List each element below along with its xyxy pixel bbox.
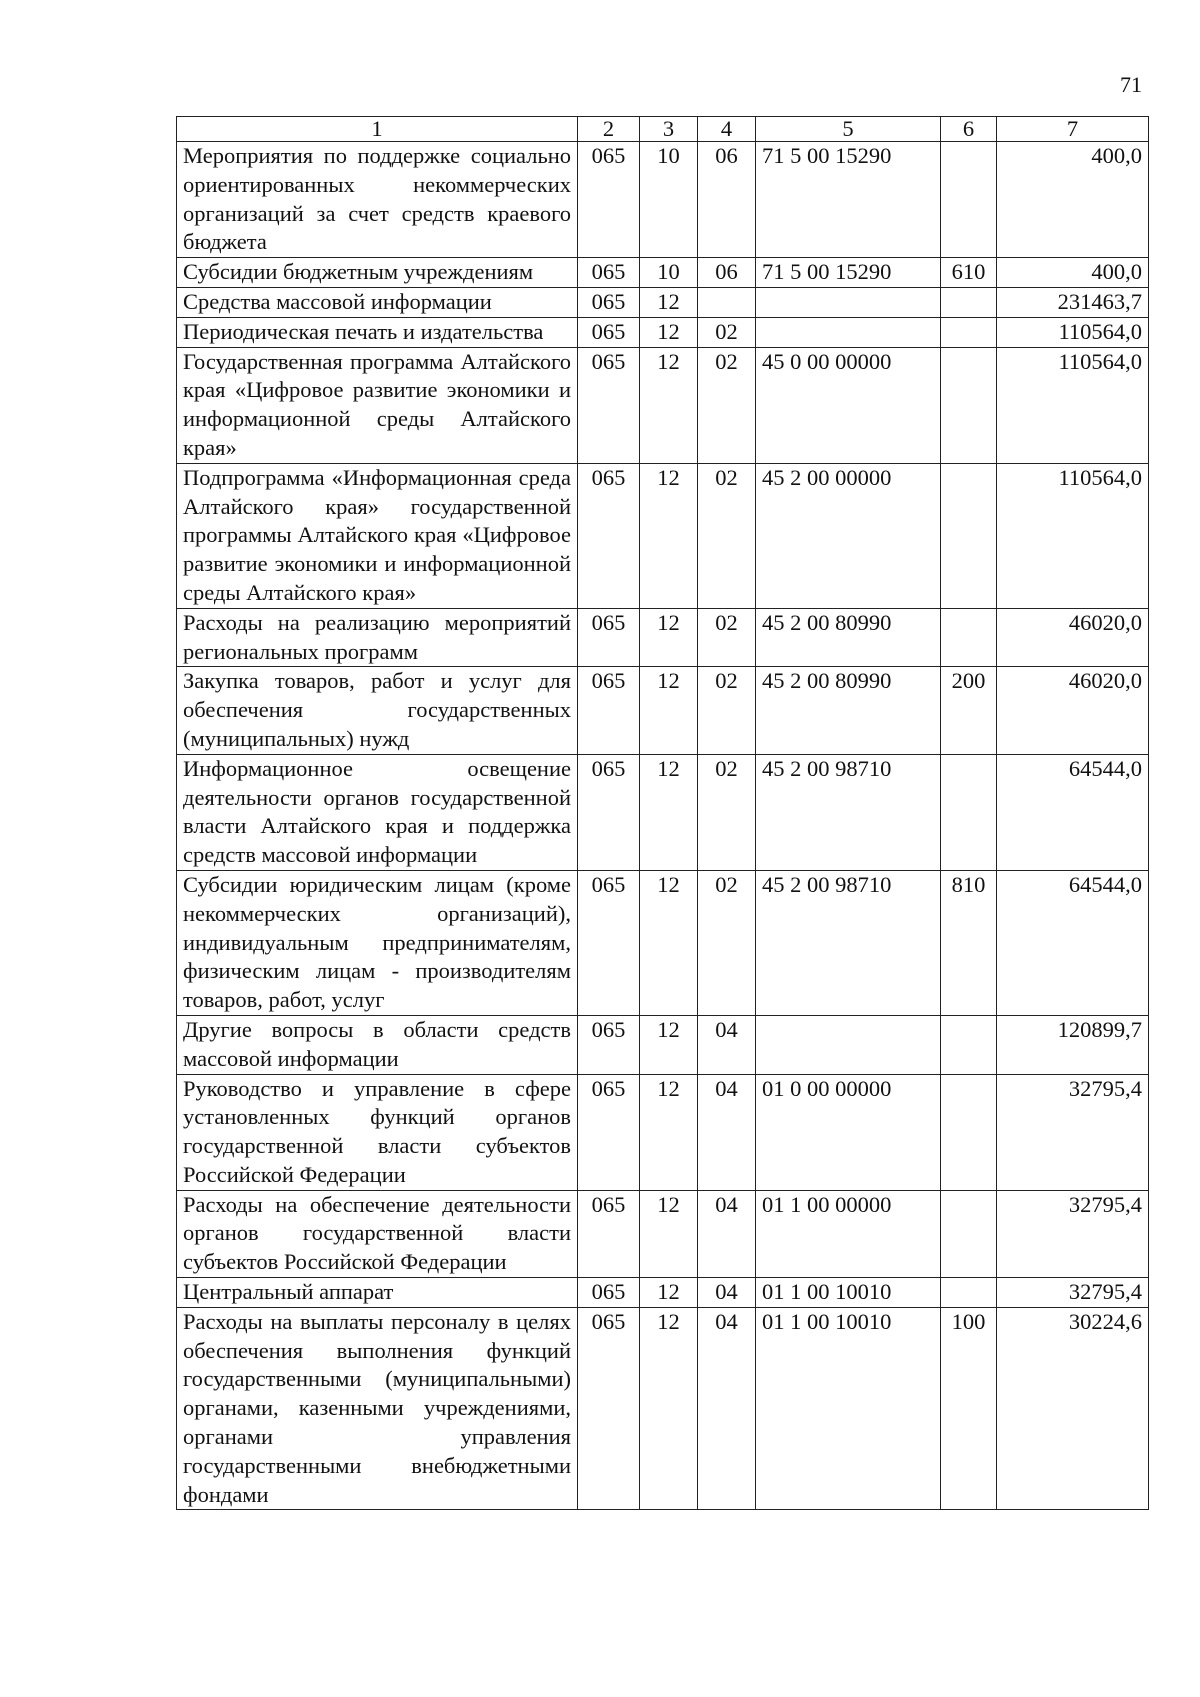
row-amount: 110564,0 <box>997 317 1149 347</box>
row-section-code: 12 <box>640 1190 698 1277</box>
row-name: Субсидии юридическим лицам (кроме некоммерческих организаций), индивидуальным предпринимателям, физическим лицам - производителям товаров, работ, услуг <box>177 870 578 1015</box>
row-subsection-code: 04 <box>698 1278 756 1308</box>
row-subsection-code: 04 <box>698 1074 756 1190</box>
column-header: 1 <box>177 117 578 142</box>
row-grbs-code: 065 <box>578 1074 640 1190</box>
table-body <box>177 142 1149 1510</box>
row-expense-type <box>941 142 997 258</box>
row-amount: 64544,0 <box>997 754 1149 870</box>
row-amount: 64544,0 <box>997 870 1149 1015</box>
row-amount: 120899,7 <box>997 1015 1149 1074</box>
row-expense-type: 100 <box>941 1307 997 1510</box>
row-amount: 46020,0 <box>997 608 1149 667</box>
column-header: 4 <box>698 117 756 142</box>
row-name: Государственная программа Алтайского края «Цифровое развитие экономики и информационной среды Алтайского края» <box>177 347 578 463</box>
row-amount: 400,0 <box>997 142 1149 258</box>
row-section-code: 12 <box>640 754 698 870</box>
row-target-article: 45 2 00 80990 <box>756 608 941 667</box>
table-row <box>177 1015 1149 1074</box>
row-grbs-code: 065 <box>578 347 640 463</box>
row-expense-type <box>941 754 997 870</box>
row-name: Другие вопросы в области средств массовой информации <box>177 1015 578 1074</box>
row-subsection-code: 02 <box>698 608 756 667</box>
row-section-code: 12 <box>640 287 698 317</box>
table-row <box>177 608 1149 667</box>
row-grbs-code: 065 <box>578 1190 640 1277</box>
row-target-article: 45 2 00 00000 <box>756 463 941 608</box>
row-expense-type <box>941 1190 997 1277</box>
table-row <box>177 1307 1149 1510</box>
row-section-code: 12 <box>640 317 698 347</box>
row-section-code: 12 <box>640 1307 698 1510</box>
row-expense-type <box>941 1074 997 1190</box>
row-target-article: 45 0 00 00000 <box>756 347 941 463</box>
row-grbs-code: 065 <box>578 142 640 258</box>
table-row <box>177 1190 1149 1277</box>
row-grbs-code: 065 <box>578 608 640 667</box>
row-target-article: 01 1 00 10010 <box>756 1307 941 1510</box>
table-row <box>177 1074 1149 1190</box>
row-subsection-code: 04 <box>698 1307 756 1510</box>
row-expense-type <box>941 347 997 463</box>
row-grbs-code: 065 <box>578 667 640 754</box>
row-amount: 46020,0 <box>997 667 1149 754</box>
table-row <box>177 258 1149 288</box>
table-row <box>177 667 1149 754</box>
row-name: Центральный аппарат <box>177 1278 578 1308</box>
row-grbs-code: 065 <box>578 1015 640 1074</box>
row-subsection-code: 02 <box>698 317 756 347</box>
column-header: 3 <box>640 117 698 142</box>
row-grbs-code: 065 <box>578 1307 640 1510</box>
row-section-code: 12 <box>640 608 698 667</box>
row-grbs-code: 065 <box>578 1278 640 1308</box>
column-header: 2 <box>578 117 640 142</box>
row-expense-type <box>941 287 997 317</box>
row-expense-type <box>941 1015 997 1074</box>
row-subsection-code: 04 <box>698 1015 756 1074</box>
table-row <box>177 287 1149 317</box>
row-subsection-code: 02 <box>698 870 756 1015</box>
row-name: Периодическая печать и издательства <box>177 317 578 347</box>
row-grbs-code: 065 <box>578 463 640 608</box>
row-name: Информационное освещение деятельности органов государственной власти Алтайского края и поддержка средств массовой информации <box>177 754 578 870</box>
row-name: Расходы на выплаты персоналу в целях обеспечения выполнения функций государственными (муниципальными) органами, казенными учреждениями, органами управления государственными внебюджетными фондами <box>177 1307 578 1510</box>
row-target-article <box>756 1015 941 1074</box>
row-name: Руководство и управление в сфере установленных функций органов государственной власти субъектов Российской Федерации <box>177 1074 578 1190</box>
row-amount: 110564,0 <box>997 347 1149 463</box>
row-expense-type: 810 <box>941 870 997 1015</box>
table-row <box>177 317 1149 347</box>
table-header-row <box>177 117 1149 142</box>
row-target-article <box>756 317 941 347</box>
row-section-code: 12 <box>640 463 698 608</box>
row-name: Субсидии бюджетным учреждениям <box>177 258 578 288</box>
row-name: Подпрограмма «Информационная среда Алтайского края» государственной программы Алтайского края «Цифровое развитие экономики и информационной среды Алтайского края» <box>177 463 578 608</box>
budget-table <box>176 116 1149 1510</box>
row-name: Мероприятия по поддержке социально ориентированных некоммерческих организаций за счет средств краевого бюджета <box>177 142 578 258</box>
row-amount: 110564,0 <box>997 463 1149 608</box>
row-grbs-code: 065 <box>578 870 640 1015</box>
row-amount: 30224,6 <box>997 1307 1149 1510</box>
row-target-article: 71 5 00 15290 <box>756 142 941 258</box>
row-section-code: 12 <box>640 347 698 463</box>
row-grbs-code: 065 <box>578 287 640 317</box>
row-target-article: 45 2 00 98710 <box>756 870 941 1015</box>
row-grbs-code: 065 <box>578 754 640 870</box>
row-amount: 231463,7 <box>997 287 1149 317</box>
row-name: Закупка товаров, работ и услуг для обеспечения государственных (муниципальных) нужд <box>177 667 578 754</box>
row-subsection-code: 04 <box>698 1190 756 1277</box>
row-expense-type: 200 <box>941 667 997 754</box>
row-section-code: 12 <box>640 667 698 754</box>
row-subsection-code: 02 <box>698 754 756 870</box>
row-subsection-code: 02 <box>698 667 756 754</box>
row-section-code: 12 <box>640 870 698 1015</box>
row-expense-type <box>941 317 997 347</box>
row-amount: 32795,4 <box>997 1074 1149 1190</box>
row-amount: 32795,4 <box>997 1190 1149 1277</box>
row-target-article: 45 2 00 98710 <box>756 754 941 870</box>
row-target-article: 71 5 00 15290 <box>756 258 941 288</box>
row-subsection-code: 02 <box>698 347 756 463</box>
column-header: 5 <box>756 117 941 142</box>
row-subsection-code <box>698 287 756 317</box>
row-name: Расходы на реализацию мероприятий региональных программ <box>177 608 578 667</box>
row-section-code: 12 <box>640 1278 698 1308</box>
table-row <box>177 142 1149 258</box>
row-expense-type <box>941 463 997 608</box>
row-amount: 400,0 <box>997 258 1149 288</box>
row-target-article <box>756 287 941 317</box>
row-target-article: 01 0 00 00000 <box>756 1074 941 1190</box>
row-name: Средства массовой информации <box>177 287 578 317</box>
table-row <box>177 754 1149 870</box>
row-name: Расходы на обеспечение деятельности органов государственной власти субъектов Российской Федерации <box>177 1190 578 1277</box>
row-expense-type: 610 <box>941 258 997 288</box>
row-subsection-code: 06 <box>698 142 756 258</box>
row-section-code: 10 <box>640 258 698 288</box>
column-header: 6 <box>941 117 997 142</box>
row-section-code: 12 <box>640 1015 698 1074</box>
table-row <box>177 347 1149 463</box>
row-target-article: 45 2 00 80990 <box>756 667 941 754</box>
row-subsection-code: 06 <box>698 258 756 288</box>
row-target-article: 01 1 00 10010 <box>756 1278 941 1308</box>
row-subsection-code: 02 <box>698 463 756 608</box>
column-header: 7 <box>997 117 1149 142</box>
table-row <box>177 870 1149 1015</box>
page-number: 71 <box>1120 72 1142 97</box>
row-expense-type <box>941 608 997 667</box>
table-row <box>177 463 1149 608</box>
row-target-article: 01 1 00 00000 <box>756 1190 941 1277</box>
row-amount: 32795,4 <box>997 1278 1149 1308</box>
table-row <box>177 1278 1149 1308</box>
row-section-code: 10 <box>640 142 698 258</box>
row-section-code: 12 <box>640 1074 698 1190</box>
row-grbs-code: 065 <box>578 258 640 288</box>
row-expense-type <box>941 1278 997 1308</box>
row-grbs-code: 065 <box>578 317 640 347</box>
